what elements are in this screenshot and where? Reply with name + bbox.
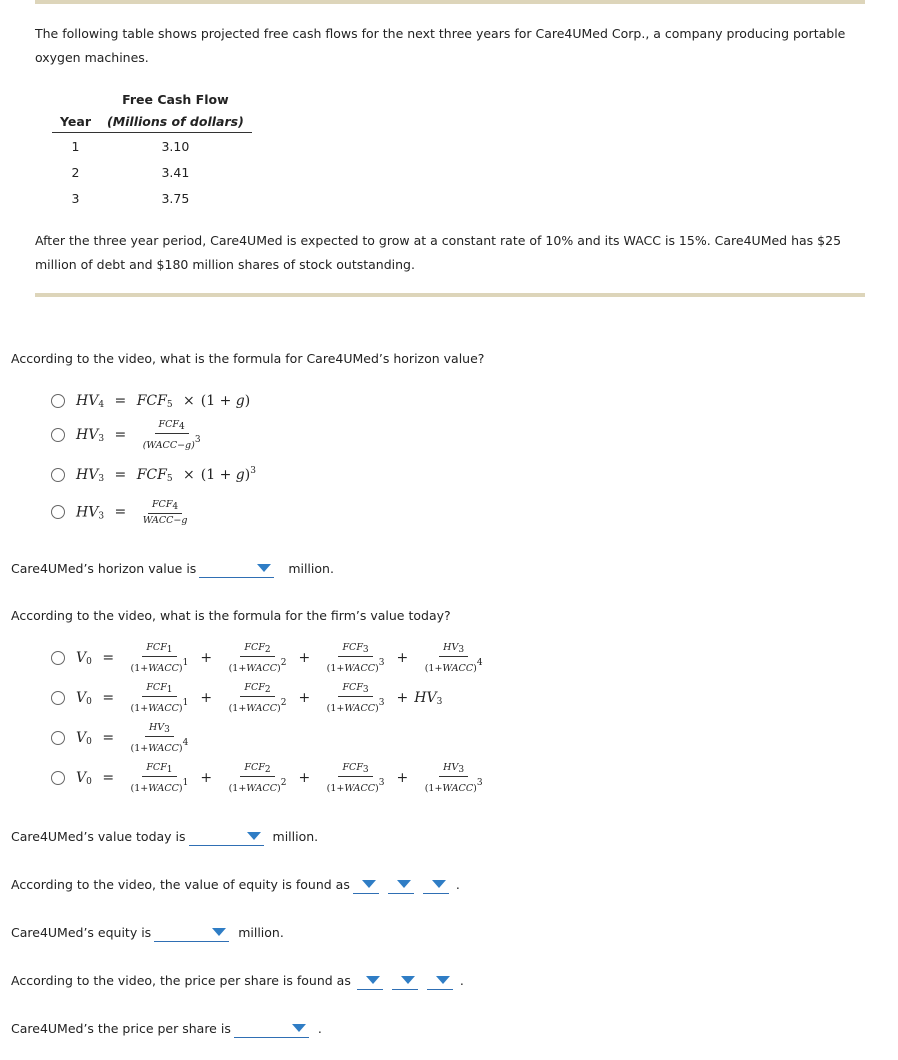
hv-formula-2: $HV_3$ = $\frac{FCF_4}{(WACC-g)^3}$: [76, 419, 201, 451]
price-formula-label: According to the video, the price per share is found as: [11, 972, 351, 988]
equity-formula-end: .: [455, 876, 460, 892]
dropdown-arrow-icon: [292, 1024, 306, 1032]
price-formula-end: .: [459, 972, 464, 988]
value-option-3[interactable]: [51, 722, 194, 754]
table-row: [52, 133, 252, 160]
year-cell: 1: [71, 138, 80, 154]
equity-unit: million.: [238, 924, 284, 940]
value-formula-1: $V_0$ = $\frac{FCF_1}{(1+WACC)^1}$ + $\frac{FCF_2}{(1+WACC)^2}$ + $\frac{FCF_3}{(1+WACC)^3}$ + $\frac{HV_3}{(1+WACC)^4}$: [76, 642, 483, 674]
equity-formula-line: [11, 873, 460, 895]
fcf-table: [52, 88, 252, 211]
dropdown-arrow-icon: [397, 880, 411, 888]
value-today-dropdown[interactable]: [189, 827, 264, 846]
dropdown-arrow-icon: [247, 832, 261, 840]
equity-formula-dropdown-2[interactable]: [388, 875, 414, 894]
equity-formula-label: According to the video, the value of equity is found as: [11, 876, 350, 892]
table-row: [52, 159, 252, 185]
year-column-header: Year: [60, 113, 91, 129]
equity-formula-dropdown-1[interactable]: [353, 875, 379, 894]
dropdown-arrow-icon: [257, 564, 271, 572]
price-formula-dropdown-3[interactable]: [427, 971, 453, 990]
radio-button[interactable]: [51, 428, 65, 442]
fcf-cell: 3.41: [161, 164, 190, 180]
value-formula-3: $V_0$ = $\frac{HV_3}{(1+WACC)^4}$: [76, 722, 189, 754]
q1-question: According to the video, what is the formula for Care4UMed’s horizon value?: [11, 351, 485, 366]
price-formula-line: [11, 969, 464, 991]
value-today-line: [11, 825, 318, 847]
value-formula-2: $V_0$ = $\frac{FCF_1}{(1+WACC)^1}$ + $\frac{FCF_2}{(1+WACC)^2}$ + $\frac{FCF_3}{(1+WACC)^3}$ + $HV_3$: [76, 682, 443, 714]
dropdown-arrow-icon: [362, 880, 376, 888]
equity-line: [11, 921, 284, 943]
horizon-value-unit: million.: [288, 560, 334, 576]
section-divider: [35, 293, 865, 297]
hv-formula-3: $HV_3 = FCF_5 \times (1 + g)^3$: [76, 466, 256, 484]
equity-label: Care4UMed’s equity is: [11, 924, 152, 940]
value-option-4[interactable]: [51, 762, 489, 794]
radio-button[interactable]: [51, 505, 65, 519]
radio-button[interactable]: [51, 394, 65, 408]
value-formula-4: $V_0$ = $\frac{FCF_1}{(1+WACC)^1}$ + $\frac{FCF_2}{(1+WACC)^2}$ + $\frac{FCF_3}{(1+WACC)^3}$ + $\frac{HV_3}{(1+WACC)^3}$: [76, 762, 483, 794]
hv-formula-4: $HV_3$ = $\frac{FCF_4}{\text{WACC−g}}$: [76, 498, 188, 526]
price-dropdown[interactable]: [234, 1019, 309, 1038]
value-option-2[interactable]: [51, 682, 443, 714]
dropdown-arrow-icon: [432, 880, 446, 888]
hv-option-3[interactable]: [51, 462, 256, 488]
radio-button[interactable]: [51, 468, 65, 482]
dropdown-arrow-icon: [212, 928, 226, 936]
horizon-value-label: Care4UMed’s horizon value is: [11, 560, 197, 576]
horizon-value-line: [11, 557, 334, 579]
price-end: .: [317, 1020, 322, 1036]
intro-paragraph-1: The following table shows projected free cash flows for the next three years for Care4UMed Corp., a company producing portable oxygen machines.: [35, 26, 846, 65]
value-today-label: Care4UMed’s value today is: [11, 828, 186, 844]
price-formula-dropdown-1[interactable]: [357, 971, 383, 990]
fcf-column-header: (Millions of dollars): [106, 113, 244, 129]
table-row: [52, 185, 252, 211]
price-label: Care4UMed’s the price per share is: [11, 1020, 231, 1036]
top-divider: [35, 0, 865, 4]
fcf-cell: 3.10: [161, 138, 190, 154]
value-option-1[interactable]: [51, 642, 489, 674]
radio-button[interactable]: [51, 691, 65, 705]
horizon-value-dropdown[interactable]: [199, 559, 274, 578]
year-cell: 3: [71, 190, 80, 206]
hv-option-2[interactable]: [51, 419, 207, 451]
dropdown-arrow-icon: [436, 976, 450, 984]
year-cell: 2: [71, 164, 80, 180]
dropdown-arrow-icon: [366, 976, 380, 984]
hv-option-1[interactable]: [51, 388, 250, 414]
radio-button[interactable]: [51, 731, 65, 745]
radio-button[interactable]: [51, 771, 65, 785]
q2-question: According to the video, what is the formula for the firm’s value today?: [11, 608, 451, 623]
equity-formula-dropdown-3[interactable]: [423, 875, 449, 894]
fcf-header-top: Free Cash Flow: [122, 91, 229, 107]
hv-option-4[interactable]: [51, 499, 193, 525]
price-line: [11, 1017, 322, 1039]
fcf-cell: 3.75: [161, 190, 190, 206]
radio-button[interactable]: [51, 651, 65, 665]
hv-formula-1: $HV_4 = FCF_5 \times (1 + g)$: [76, 392, 251, 410]
equity-dropdown[interactable]: [154, 923, 229, 942]
dropdown-arrow-icon: [401, 976, 415, 984]
intro-paragraph-2: After the three year period, Care4UMed is expected to grow at a constant rate of 10% and its WACC is 15%. Care4UMed has $25 million of debt and $180 million shares of stock outstanding.: [35, 233, 842, 272]
price-formula-dropdown-2[interactable]: [392, 971, 418, 990]
value-today-unit: million.: [272, 828, 319, 844]
